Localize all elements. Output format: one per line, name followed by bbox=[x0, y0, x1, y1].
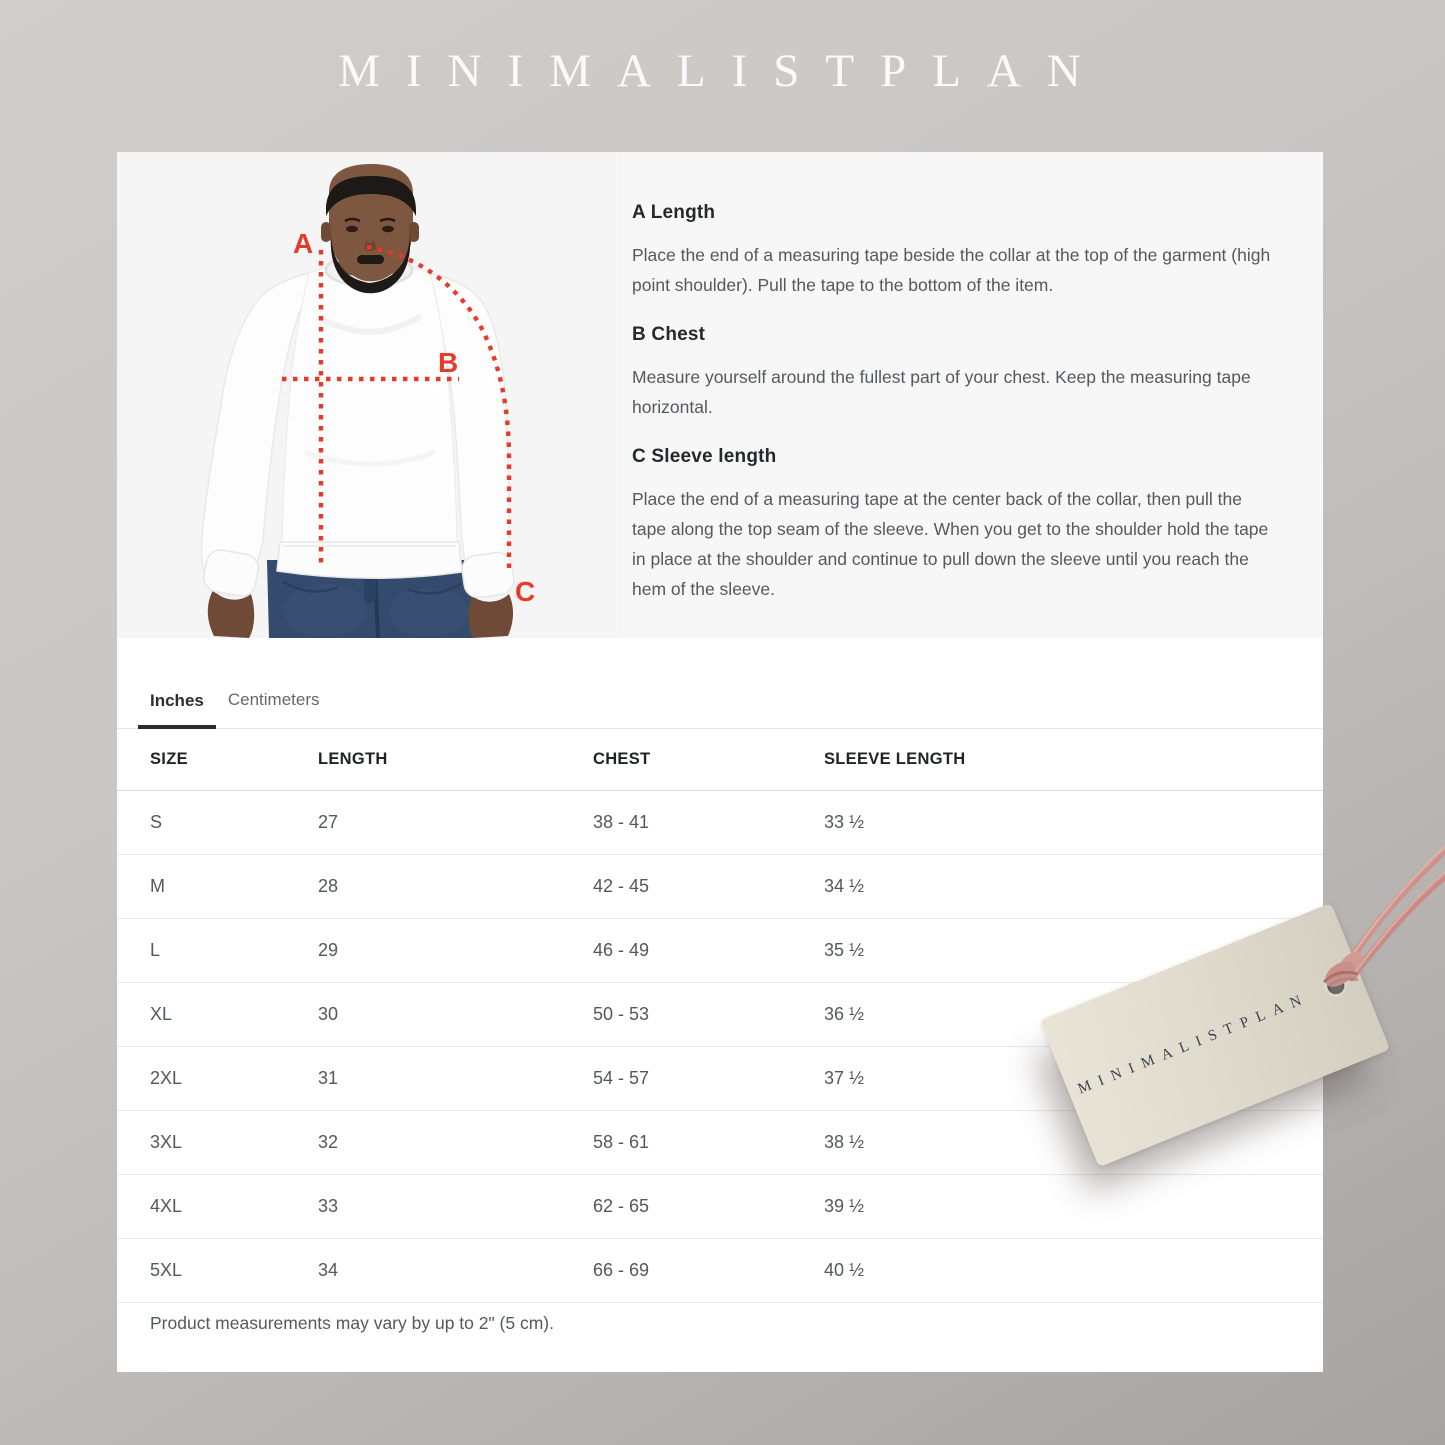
column-header-length: LENGTH bbox=[318, 729, 593, 791]
measuring-instructions bbox=[632, 202, 1280, 628]
measuring-guide-card bbox=[117, 152, 1323, 638]
cell-length: 28 bbox=[318, 855, 593, 919]
cell-sleeve-length: 38 ½ bbox=[824, 1111, 1323, 1175]
cell-size: M bbox=[117, 855, 318, 919]
cell-chest: 54 - 57 bbox=[593, 1047, 824, 1111]
column-header-chest: CHEST bbox=[593, 729, 824, 791]
measure-label-c: C bbox=[515, 576, 536, 607]
cell-chest: 62 - 65 bbox=[593, 1175, 824, 1239]
instruction-body-sleeve: Place the end of a measuring tape at the center back of the collar, then pull the tape along the top seam of the sleeve. When you get to the shoulder hold the tape in place at the shoulder and continue to pull down the sleeve until you reach the hem of the sleeve. bbox=[632, 489, 1269, 599]
cell-chest: 46 - 49 bbox=[593, 919, 824, 983]
table-row bbox=[117, 791, 1323, 855]
cell-size: XL bbox=[117, 983, 318, 1047]
table-row bbox=[117, 1239, 1323, 1303]
hangtag-brand-text: MINIMALISTPLAN bbox=[1075, 989, 1312, 1098]
measurement-disclaimer: Product measurements may vary by up to 2" (5 cm). bbox=[150, 1313, 554, 1333]
cell-length: 27 bbox=[318, 791, 593, 855]
cell-chest: 66 - 69 bbox=[593, 1239, 824, 1303]
cell-length: 31 bbox=[318, 1047, 593, 1111]
table-row bbox=[117, 919, 1323, 983]
brand-title: MINIMALISTPLAN bbox=[338, 45, 1107, 97]
cell-size: 5XL bbox=[117, 1239, 318, 1303]
cell-sleeve-length: 33 ½ bbox=[824, 791, 1323, 855]
cell-size: S bbox=[117, 791, 318, 855]
cell-sleeve-length: 39 ½ bbox=[824, 1175, 1323, 1239]
measure-label-a: A bbox=[293, 228, 314, 259]
column-header-sleeve-length: SLEEVE LENGTH bbox=[824, 729, 1323, 791]
cell-sleeve-length: 36 ½ bbox=[824, 983, 1323, 1047]
cell-sleeve-length: 40 ½ bbox=[824, 1239, 1323, 1303]
instruction-heading-length: A Length bbox=[632, 202, 716, 223]
cell-length: 34 bbox=[318, 1239, 593, 1303]
cell-chest: 38 - 41 bbox=[593, 791, 824, 855]
measure-label-b: B bbox=[438, 347, 459, 378]
size-guide-model-photo bbox=[117, 152, 622, 638]
unit-tabs bbox=[117, 638, 1323, 729]
tab-inches[interactable]: Inches bbox=[138, 691, 216, 729]
instruction-heading-chest: B Chest bbox=[632, 324, 706, 345]
cell-chest: 42 - 45 bbox=[593, 855, 824, 919]
size-table-header-row bbox=[117, 729, 1323, 791]
cell-sleeve-length: 35 ½ bbox=[824, 919, 1323, 983]
cell-length: 30 bbox=[318, 983, 593, 1047]
column-header-size: SIZE bbox=[117, 729, 318, 791]
cell-length: 32 bbox=[318, 1111, 593, 1175]
cell-length: 29 bbox=[318, 919, 593, 983]
cell-length: 33 bbox=[318, 1175, 593, 1239]
instruction-body-chest: Measure yourself around the fullest part of your chest. Keep the measuring tape horizontal. bbox=[632, 367, 1251, 417]
table-row bbox=[117, 855, 1323, 919]
cell-chest: 58 - 61 bbox=[593, 1111, 824, 1175]
size-guide-panel bbox=[117, 152, 1323, 1372]
cell-sleeve-length: 37 ½ bbox=[824, 1047, 1323, 1111]
table-row bbox=[117, 1175, 1323, 1239]
cell-size: 2XL bbox=[117, 1047, 318, 1111]
instruction-body-length: Place the end of a measuring tape beside the collar at the top of the garment (high point shoulder). Pull the tape to the bottom of the item. bbox=[632, 245, 1271, 295]
cell-size: 3XL bbox=[117, 1111, 318, 1175]
instruction-heading-sleeve: C Sleeve length bbox=[632, 446, 777, 467]
cell-size: L bbox=[117, 919, 318, 983]
cell-chest: 50 - 53 bbox=[593, 983, 824, 1047]
cell-size: 4XL bbox=[117, 1175, 318, 1239]
cell-sleeve-length: 34 ½ bbox=[824, 855, 1323, 919]
tab-centimeters[interactable]: Centimeters bbox=[227, 690, 320, 709]
